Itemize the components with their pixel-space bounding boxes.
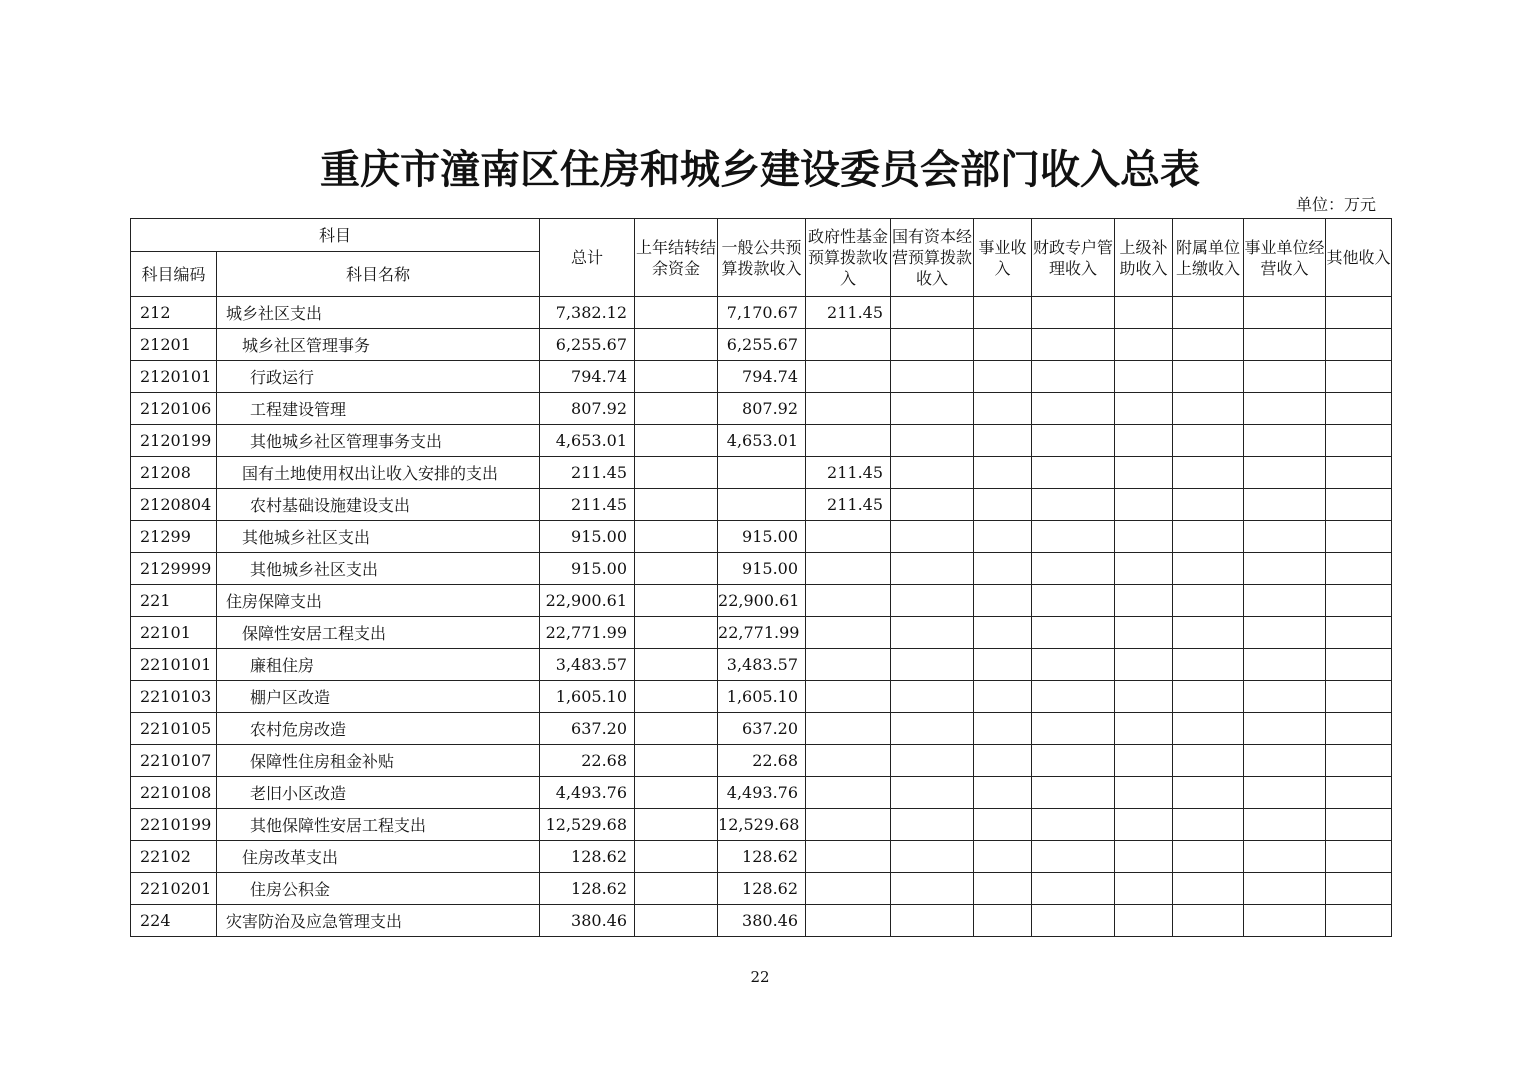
cell-carryover (635, 297, 718, 329)
cell-general-budget: 807.92 (718, 393, 806, 425)
cell-affiliated (1173, 617, 1244, 649)
cell-state-capital (891, 713, 974, 745)
cell-superior-subsidy (1115, 329, 1173, 361)
cell-code: 21201 (131, 329, 217, 361)
cell-fiscal-special (1032, 681, 1115, 713)
cell-state-capital (891, 777, 974, 809)
cell-state-capital (891, 393, 974, 425)
cell-fiscal-special (1032, 809, 1115, 841)
cell-code: 2210103 (131, 681, 217, 713)
cell-affiliated (1173, 329, 1244, 361)
table-row (131, 841, 1392, 873)
cell-affiliated (1173, 777, 1244, 809)
cell-business-income (974, 457, 1032, 489)
table-row (131, 745, 1392, 777)
cell-fiscal-special (1032, 361, 1115, 393)
cell-carryover (635, 489, 718, 521)
cell-carryover (635, 905, 718, 937)
cell-other-income (1326, 681, 1392, 713)
cell-fiscal-special (1032, 777, 1115, 809)
cell-fiscal-special (1032, 457, 1115, 489)
cell-state-capital (891, 585, 974, 617)
table-row (131, 681, 1392, 713)
cell-gov-fund (806, 585, 891, 617)
income-summary-table (130, 218, 1392, 937)
cell-superior-subsidy (1115, 617, 1173, 649)
table-row (131, 329, 1392, 361)
header-affiliated: 附属单位上缴收入 (1173, 219, 1244, 297)
unit-label: 单位：万元 (1296, 195, 1377, 214)
cell-code: 22101 (131, 617, 217, 649)
cell-carryover (635, 809, 718, 841)
cell-business-operation (1244, 617, 1326, 649)
cell-gov-fund (806, 329, 891, 361)
cell-other-income (1326, 873, 1392, 905)
cell-gov-fund (806, 649, 891, 681)
cell-business-operation (1244, 553, 1326, 585)
cell-superior-subsidy (1115, 425, 1173, 457)
cell-gov-fund (806, 393, 891, 425)
table-row (131, 713, 1392, 745)
cell-carryover (635, 713, 718, 745)
cell-superior-subsidy (1115, 521, 1173, 553)
header-gov-fund: 政府性基金预算拨款收入 (806, 219, 891, 297)
cell-business-income (974, 745, 1032, 777)
cell-other-income (1326, 457, 1392, 489)
cell-business-income (974, 873, 1032, 905)
cell-superior-subsidy (1115, 713, 1173, 745)
cell-other-income (1326, 585, 1392, 617)
cell-gov-fund: 211.45 (806, 457, 891, 489)
cell-gov-fund (806, 681, 891, 713)
header-total: 总计 (540, 219, 635, 297)
header-business-income: 事业收入 (974, 219, 1032, 297)
cell-carryover (635, 649, 718, 681)
cell-superior-subsidy (1115, 489, 1173, 521)
cell-affiliated (1173, 297, 1244, 329)
cell-gov-fund (806, 425, 891, 457)
cell-carryover (635, 617, 718, 649)
cell-affiliated (1173, 841, 1244, 873)
cell-code: 21299 (131, 521, 217, 553)
cell-total: 380.46 (540, 905, 635, 937)
cell-business-income (974, 681, 1032, 713)
header-state-capital: 国有资本经营预算拨款收入 (891, 219, 974, 297)
header-general-budget: 一般公共预算拨款收入 (718, 219, 806, 297)
cell-business-operation (1244, 873, 1326, 905)
cell-name: 老旧小区改造 (217, 777, 540, 809)
cell-carryover (635, 681, 718, 713)
cell-business-operation (1244, 393, 1326, 425)
cell-name: 住房改革支出 (217, 841, 540, 873)
cell-other-income (1326, 905, 1392, 937)
cell-fiscal-special (1032, 649, 1115, 681)
cell-business-income (974, 841, 1032, 873)
header-business-operation: 事业单位经营收入 (1244, 219, 1326, 297)
cell-business-income (974, 905, 1032, 937)
cell-affiliated (1173, 745, 1244, 777)
cell-business-operation (1244, 457, 1326, 489)
cell-gov-fund (806, 553, 891, 585)
cell-business-income (974, 521, 1032, 553)
cell-total: 915.00 (540, 521, 635, 553)
cell-affiliated (1173, 425, 1244, 457)
cell-business-income (974, 713, 1032, 745)
cell-superior-subsidy (1115, 553, 1173, 585)
cell-business-operation (1244, 649, 1326, 681)
cell-name: 住房公积金 (217, 873, 540, 905)
cell-general-budget: 22,771.99 (718, 617, 806, 649)
cell-gov-fund (806, 617, 891, 649)
cell-business-income (974, 297, 1032, 329)
table-row (131, 649, 1392, 681)
cell-superior-subsidy (1115, 681, 1173, 713)
header-subject-name: 科目名称 (217, 252, 540, 297)
cell-general-budget: 128.62 (718, 841, 806, 873)
cell-business-operation (1244, 905, 1326, 937)
cell-name: 棚户区改造 (217, 681, 540, 713)
cell-other-income (1326, 297, 1392, 329)
cell-state-capital (891, 745, 974, 777)
cell-name: 工程建设管理 (217, 393, 540, 425)
cell-state-capital (891, 329, 974, 361)
table-row (131, 777, 1392, 809)
cell-business-income (974, 393, 1032, 425)
cell-business-operation (1244, 425, 1326, 457)
cell-business-operation (1244, 329, 1326, 361)
cell-state-capital (891, 905, 974, 937)
table-row (131, 457, 1392, 489)
cell-business-income (974, 425, 1032, 457)
cell-other-income (1326, 841, 1392, 873)
cell-name: 其他城乡社区支出 (217, 553, 540, 585)
cell-general-budget: 380.46 (718, 905, 806, 937)
cell-affiliated (1173, 489, 1244, 521)
cell-total: 211.45 (540, 489, 635, 521)
cell-code: 2120199 (131, 425, 217, 457)
table-row (131, 489, 1392, 521)
cell-superior-subsidy (1115, 361, 1173, 393)
page-title: 重庆市潼南区住房和城乡建设委员会部门收入总表 (320, 147, 1200, 193)
table-row (131, 425, 1392, 457)
cell-code: 2210105 (131, 713, 217, 745)
table-row (131, 585, 1392, 617)
cell-total: 4,653.01 (540, 425, 635, 457)
cell-state-capital (891, 617, 974, 649)
cell-affiliated (1173, 681, 1244, 713)
cell-business-operation (1244, 681, 1326, 713)
cell-general-budget (718, 457, 806, 489)
cell-affiliated (1173, 457, 1244, 489)
cell-fiscal-special (1032, 905, 1115, 937)
cell-business-income (974, 361, 1032, 393)
cell-state-capital (891, 553, 974, 585)
cell-superior-subsidy (1115, 777, 1173, 809)
cell-general-budget: 915.00 (718, 521, 806, 553)
cell-business-operation (1244, 361, 1326, 393)
cell-business-income (974, 489, 1032, 521)
table-row (131, 617, 1392, 649)
cell-total: 128.62 (540, 873, 635, 905)
cell-business-operation (1244, 841, 1326, 873)
cell-name: 其他保障性安居工程支出 (217, 809, 540, 841)
cell-name: 保障性安居工程支出 (217, 617, 540, 649)
cell-general-budget: 3,483.57 (718, 649, 806, 681)
cell-gov-fund (806, 745, 891, 777)
cell-superior-subsidy (1115, 905, 1173, 937)
header-subject-code: 科目编码 (131, 252, 217, 297)
cell-affiliated (1173, 713, 1244, 745)
cell-state-capital (891, 649, 974, 681)
cell-general-budget: 6,255.67 (718, 329, 806, 361)
cell-carryover (635, 745, 718, 777)
cell-superior-subsidy (1115, 585, 1173, 617)
cell-code: 212 (131, 297, 217, 329)
cell-affiliated (1173, 649, 1244, 681)
cell-business-operation (1244, 745, 1326, 777)
cell-superior-subsidy (1115, 457, 1173, 489)
cell-business-income (974, 585, 1032, 617)
header-fiscal-special: 财政专户管理收入 (1032, 219, 1115, 297)
cell-superior-subsidy (1115, 873, 1173, 905)
cell-fiscal-special (1032, 297, 1115, 329)
cell-business-operation (1244, 777, 1326, 809)
cell-gov-fund (806, 713, 891, 745)
cell-fiscal-special (1032, 553, 1115, 585)
cell-fiscal-special (1032, 425, 1115, 457)
cell-total: 637.20 (540, 713, 635, 745)
header-carryover: 上年结转结余资金 (635, 219, 718, 297)
cell-carryover (635, 873, 718, 905)
cell-total: 6,255.67 (540, 329, 635, 361)
table-row (131, 297, 1392, 329)
cell-superior-subsidy (1115, 393, 1173, 425)
cell-fiscal-special (1032, 617, 1115, 649)
cell-code: 2210107 (131, 745, 217, 777)
cell-business-operation (1244, 489, 1326, 521)
cell-name: 农村基础设施建设支出 (217, 489, 540, 521)
cell-affiliated (1173, 585, 1244, 617)
cell-business-income (974, 329, 1032, 361)
cell-carryover (635, 457, 718, 489)
cell-affiliated (1173, 905, 1244, 937)
cell-total: 4,493.76 (540, 777, 635, 809)
cell-state-capital (891, 425, 974, 457)
cell-code: 2210199 (131, 809, 217, 841)
cell-code: 22102 (131, 841, 217, 873)
cell-name: 廉租住房 (217, 649, 540, 681)
cell-carryover (635, 329, 718, 361)
cell-gov-fund (806, 809, 891, 841)
cell-fiscal-special (1032, 745, 1115, 777)
cell-general-budget: 794.74 (718, 361, 806, 393)
cell-fiscal-special (1032, 873, 1115, 905)
cell-gov-fund (806, 521, 891, 553)
cell-state-capital (891, 297, 974, 329)
cell-other-income (1326, 617, 1392, 649)
cell-name: 保障性住房租金补贴 (217, 745, 540, 777)
cell-superior-subsidy (1115, 649, 1173, 681)
cell-affiliated (1173, 521, 1244, 553)
cell-superior-subsidy (1115, 745, 1173, 777)
cell-other-income (1326, 393, 1392, 425)
cell-gov-fund (806, 905, 891, 937)
cell-general-budget: 12,529.68 (718, 809, 806, 841)
cell-code: 2210101 (131, 649, 217, 681)
cell-fiscal-special (1032, 585, 1115, 617)
table-row (131, 393, 1392, 425)
cell-general-budget: 22,900.61 (718, 585, 806, 617)
cell-business-income (974, 809, 1032, 841)
cell-code: 224 (131, 905, 217, 937)
cell-affiliated (1173, 393, 1244, 425)
cell-carryover (635, 393, 718, 425)
cell-affiliated (1173, 553, 1244, 585)
cell-code: 221 (131, 585, 217, 617)
cell-business-operation (1244, 809, 1326, 841)
cell-code: 2120804 (131, 489, 217, 521)
cell-total: 7,382.12 (540, 297, 635, 329)
cell-code: 2210201 (131, 873, 217, 905)
cell-total: 794.74 (540, 361, 635, 393)
cell-total: 807.92 (540, 393, 635, 425)
cell-name: 其他城乡社区支出 (217, 521, 540, 553)
cell-business-income (974, 777, 1032, 809)
cell-total: 915.00 (540, 553, 635, 585)
cell-affiliated (1173, 809, 1244, 841)
cell-code: 2129999 (131, 553, 217, 585)
cell-superior-subsidy (1115, 809, 1173, 841)
cell-gov-fund: 211.45 (806, 297, 891, 329)
cell-fiscal-special (1032, 393, 1115, 425)
cell-other-income (1326, 489, 1392, 521)
cell-other-income (1326, 425, 1392, 457)
cell-other-income (1326, 361, 1392, 393)
cell-total: 12,529.68 (540, 809, 635, 841)
cell-state-capital (891, 681, 974, 713)
cell-name: 住房保障支出 (217, 585, 540, 617)
cell-fiscal-special (1032, 521, 1115, 553)
cell-state-capital (891, 489, 974, 521)
table-row (131, 809, 1392, 841)
cell-general-budget: 1,605.10 (718, 681, 806, 713)
cell-other-income (1326, 745, 1392, 777)
cell-general-budget (718, 489, 806, 521)
cell-business-operation (1244, 521, 1326, 553)
cell-general-budget: 4,653.01 (718, 425, 806, 457)
cell-general-budget: 915.00 (718, 553, 806, 585)
cell-other-income (1326, 521, 1392, 553)
cell-business-operation (1244, 585, 1326, 617)
cell-name: 国有土地使用权出让收入安排的支出 (217, 457, 540, 489)
cell-affiliated (1173, 873, 1244, 905)
cell-gov-fund (806, 361, 891, 393)
cell-business-operation (1244, 297, 1326, 329)
cell-carryover (635, 361, 718, 393)
cell-other-income (1326, 329, 1392, 361)
cell-code: 2210108 (131, 777, 217, 809)
cell-total: 3,483.57 (540, 649, 635, 681)
cell-gov-fund (806, 873, 891, 905)
cell-name: 其他城乡社区管理事务支出 (217, 425, 540, 457)
header-other-income: 其他收入 (1326, 219, 1392, 297)
cell-state-capital (891, 361, 974, 393)
cell-business-income (974, 649, 1032, 681)
cell-other-income (1326, 777, 1392, 809)
cell-carryover (635, 841, 718, 873)
cell-state-capital (891, 873, 974, 905)
cell-general-budget: 4,493.76 (718, 777, 806, 809)
cell-general-budget: 22.68 (718, 745, 806, 777)
cell-state-capital (891, 457, 974, 489)
cell-general-budget: 7,170.67 (718, 297, 806, 329)
cell-business-operation (1244, 713, 1326, 745)
table-row (131, 553, 1392, 585)
cell-carryover (635, 553, 718, 585)
cell-name: 城乡社区管理事务 (217, 329, 540, 361)
cell-total: 22.68 (540, 745, 635, 777)
cell-general-budget: 637.20 (718, 713, 806, 745)
header-subject-group: 科目 (131, 219, 540, 252)
cell-affiliated (1173, 361, 1244, 393)
table-row (131, 873, 1392, 905)
cell-name: 灾害防治及应急管理支出 (217, 905, 540, 937)
cell-code: 2120106 (131, 393, 217, 425)
header-superior-subsidy: 上级补助收入 (1115, 219, 1173, 297)
cell-business-income (974, 553, 1032, 585)
cell-gov-fund (806, 841, 891, 873)
cell-other-income (1326, 713, 1392, 745)
cell-state-capital (891, 521, 974, 553)
cell-other-income (1326, 553, 1392, 585)
cell-fiscal-special (1032, 841, 1115, 873)
cell-gov-fund: 211.45 (806, 489, 891, 521)
cell-carryover (635, 585, 718, 617)
cell-fiscal-special (1032, 329, 1115, 361)
cell-total: 22,900.61 (540, 585, 635, 617)
cell-other-income (1326, 809, 1392, 841)
cell-name: 行政运行 (217, 361, 540, 393)
cell-fiscal-special (1032, 713, 1115, 745)
cell-state-capital (891, 809, 974, 841)
cell-general-budget: 128.62 (718, 873, 806, 905)
page-number: 22 (750, 968, 770, 986)
cell-superior-subsidy (1115, 297, 1173, 329)
table-row (131, 521, 1392, 553)
cell-gov-fund (806, 777, 891, 809)
cell-code: 21208 (131, 457, 217, 489)
cell-carryover (635, 521, 718, 553)
cell-name: 城乡社区支出 (217, 297, 540, 329)
table-row (131, 361, 1392, 393)
cell-total: 22,771.99 (540, 617, 635, 649)
cell-other-income (1326, 649, 1392, 681)
cell-superior-subsidy (1115, 841, 1173, 873)
table-row (131, 905, 1392, 937)
cell-total: 211.45 (540, 457, 635, 489)
cell-name: 农村危房改造 (217, 713, 540, 745)
cell-total: 128.62 (540, 841, 635, 873)
cell-state-capital (891, 841, 974, 873)
cell-fiscal-special (1032, 489, 1115, 521)
cell-business-income (974, 617, 1032, 649)
cell-total: 1,605.10 (540, 681, 635, 713)
cell-code: 2120101 (131, 361, 217, 393)
cell-carryover (635, 777, 718, 809)
cell-carryover (635, 425, 718, 457)
